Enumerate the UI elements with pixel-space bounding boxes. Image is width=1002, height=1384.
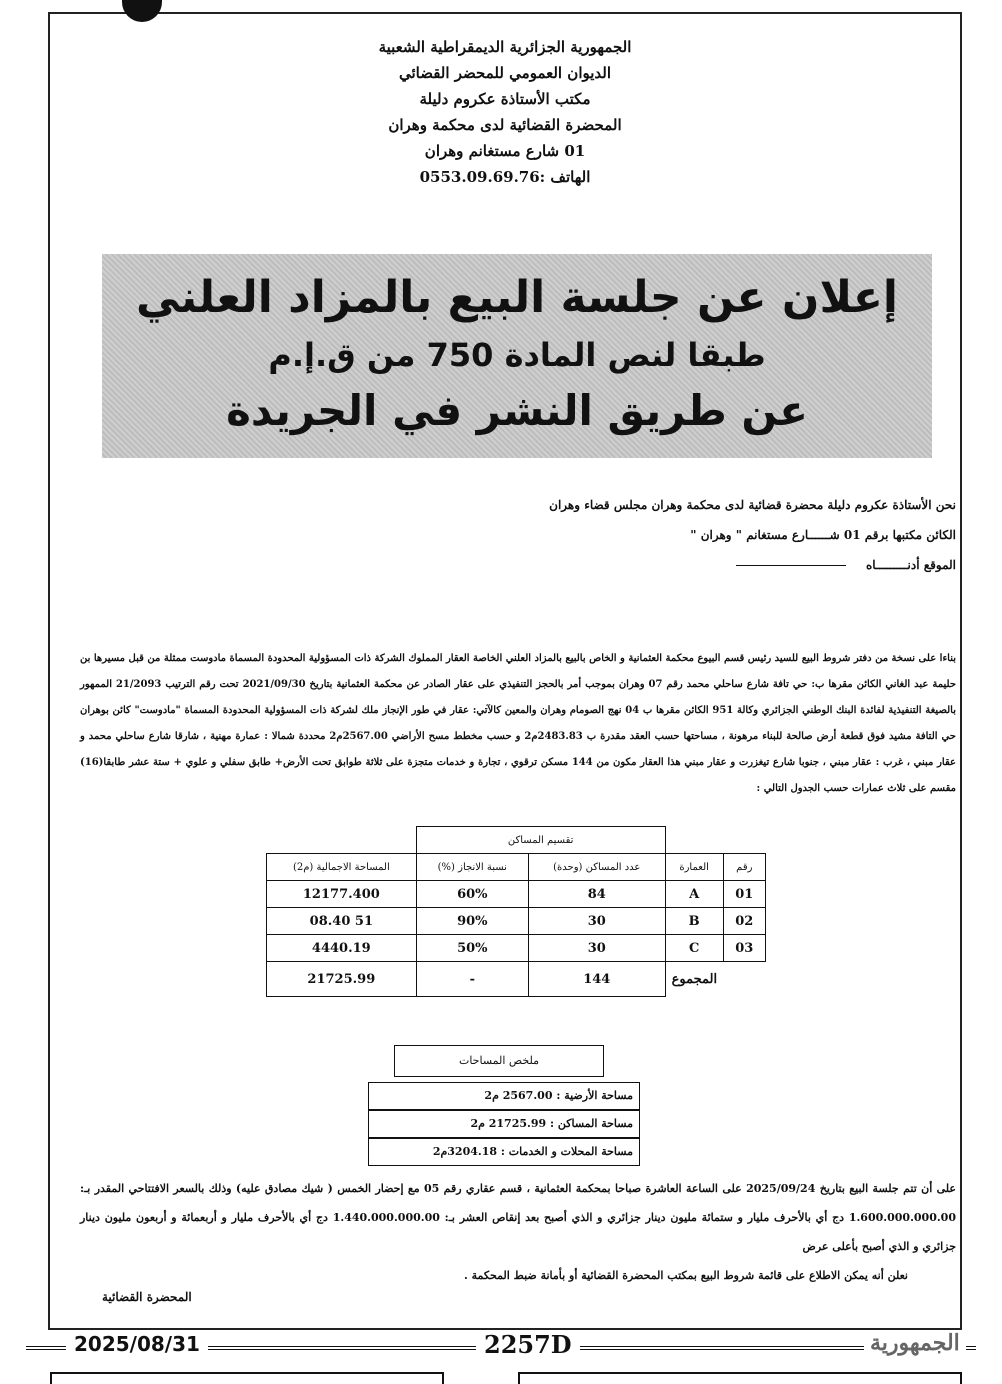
cell-area: 51 08.40	[267, 908, 417, 935]
table-total-row	[267, 962, 766, 997]
closing-text	[80, 1174, 956, 1290]
cell-building: C	[665, 935, 723, 962]
cell-rate: 50%	[416, 935, 528, 962]
letterhead	[50, 34, 960, 190]
cell-units: 84	[528, 881, 665, 908]
total-area: 21725.99	[267, 962, 417, 997]
total-rate: -	[416, 962, 528, 997]
summary-land: مساحة الأرضية : 2567.00 م2	[368, 1082, 640, 1110]
next-notice-border-right	[518, 1372, 962, 1384]
cell-area: 12177.400	[267, 881, 417, 908]
cell-number: 03	[723, 935, 765, 962]
units-table	[266, 826, 766, 997]
summary-shops: مساحة المحلات و الخدمات : 3204.18م2	[368, 1138, 640, 1166]
cell-building: B	[665, 908, 723, 935]
letterhead-line-4: المحضرة القضائية لدى محكمة وهران	[388, 116, 622, 134]
summary-housing: مساحة المساكن : 21725.99 م2	[368, 1110, 640, 1138]
area-summary	[368, 1082, 640, 1166]
cell-units: 30	[528, 908, 665, 935]
banner-method: عن طريق النشر في الجريدة	[226, 386, 808, 435]
table-row	[267, 881, 766, 908]
notice-page	[48, 12, 962, 1330]
next-notice-border-left	[50, 1372, 444, 1384]
letterhead-line-6: الهاتف :0553.09.69.76	[419, 168, 591, 186]
total-label: المجموع	[671, 971, 718, 987]
page-footer	[26, 1332, 976, 1362]
cell-units: 30	[528, 935, 665, 962]
cell-rate: 60%	[416, 881, 528, 908]
total-units: 144	[528, 962, 665, 997]
intro-block	[256, 490, 956, 580]
table-group-header: تقسيم المساكن	[416, 827, 665, 854]
cell-building: A	[665, 881, 723, 908]
intro-signed-label: الموقع أدنـــــــــاه	[865, 558, 956, 572]
corner-mark	[122, 0, 162, 22]
footer-date: 2025/08/31	[66, 1332, 208, 1356]
cell-number: 02	[723, 908, 765, 935]
signature-label: المحضرة القضائية	[102, 1290, 192, 1304]
property-description: بناءا على نسخة من دفتر شروط البيع للسيد رئيس قسم البيوع محكمة العثمانية و الخاص بالبيع بالمزاد العلني الخاصة العقار المملوك الشركة ذات المسؤولية المحدودة المسماة مادوست ممثلة من قبل مسيرها بن حليمة عبد الغاني الكائن مقرها ب: حي تافة شارع ساحلي محمد رقم 07 وهران بموجب أمر بالحجز التنفيذي على عقار الصادر عن محكمة العثمانية بتاريخ 2021/09/30 تحت رقم الترتيب 21/2093 الممهور بالصيغة التنفيذية لفائدة البنك الوطني الجزائري وكالة 951 الكائن مقرها ب 04 نهج الصومام وهران والمعين كالآتي: عقار في طور الإنجاز ملك لشركة ذات المسؤولية المحدودة المسماة "مادوست" كائن بوهران حي التافة مشيد فوق قطعة أرض صالحة للبناء مرهونة ، مساحتها حسب العقد مقدرة ب 2483.83م2 و حسب مخطط مسح الأراضي 2567.00م2 محددة شمالا : عمارة مهنية ، شارقا شارع ساحلي محمد و عقار مبني ، غرب : عقار مبني ، جنوبا شارع تيغزرت و عقار مبني هذا العقار مكون من 144 مسكن ترقوي ، تجارة و خدمات متجزة على ثلاثة طوابق تحت الأرض+ طابق سفلي و علوي + ستة عشر طابقا(16) مقسم على ثلاث عمارات حسب الجدول التالي :	[80, 653, 957, 794]
banner-subtitle: طبقا لنص المادة 750 من ق.إ.م	[268, 336, 766, 374]
intro-line-2: الكائن مكتبها برقم 01 شــــــارع مستغانم " وهران "	[690, 528, 956, 542]
table-row	[267, 908, 766, 935]
letterhead-line-2: الديوان العمومي للمحضر القضائي	[398, 64, 612, 82]
cell-area: 4440.19	[267, 935, 417, 962]
intro-line-1: نحن الأستاذة عكروم دليلة محضرة قضائية لدى محكمة وهران مجلس قضاء وهران	[549, 498, 956, 512]
auction-banner	[102, 254, 932, 458]
consultation-notice: نعلن أنه يمكن الاطلاع على قائمة شروط البيع بمكتب المحضرة القضائية أو بأمانة ضبط المحكمة .	[463, 1269, 908, 1282]
col-header-area: المساحة الاجمالية (م2)	[267, 854, 417, 881]
col-header-units: عدد المساكن (وحدة)	[528, 854, 665, 881]
col-header-rate: نسبة الانجاز (%)	[416, 854, 528, 881]
col-header-building: العمارة	[665, 854, 723, 881]
letterhead-line-3: مكتب الأستاذة عكروم دليلة	[419, 90, 591, 108]
table-header-row	[267, 854, 766, 881]
letterhead-line-5: 01 شارع مستغانم وهران	[424, 142, 586, 160]
cell-number: 01	[723, 881, 765, 908]
table-row	[267, 935, 766, 962]
publication-logo: الجمهورية	[864, 1330, 966, 1356]
signature-rule	[736, 565, 846, 566]
summary-title: ملخص المساحات	[394, 1045, 604, 1077]
col-header-number: رقم	[723, 854, 765, 881]
cell-rate: 90%	[416, 908, 528, 935]
footer-number: 2257D	[476, 1330, 580, 1359]
intro-line-3	[256, 550, 956, 580]
table-group-header-row	[267, 827, 766, 854]
banner-title: إعلان عن جلسة البيع بالمزاد العلني	[135, 272, 899, 323]
sale-terms: على أن تتم جلسة البيع بتاريخ 2025/09/24 على الساعة العاشرة صباحا بمحكمة العثمانية ، قسم عقاري رقم 05 مع إحضار الخمس ( شيك مصادق عليه) وذلك بالسعر الافتتاحي المقدر بـ: 1.600.000.000.00 دج أي بالأحرف مليار و ستمائة مليون دينار جزائري و الذي أصبح بعد إنقاص العشر بـ: 1.440.000.000.00 دج أي بالأحرف مليار و أربعمائة و أربعون مليون دينار جزائري و الذي أصبح بأعلى عرض	[80, 1182, 956, 1253]
letterhead-line-1: الجمهورية الجزائرية الديمقراطية الشعبية	[378, 38, 632, 56]
